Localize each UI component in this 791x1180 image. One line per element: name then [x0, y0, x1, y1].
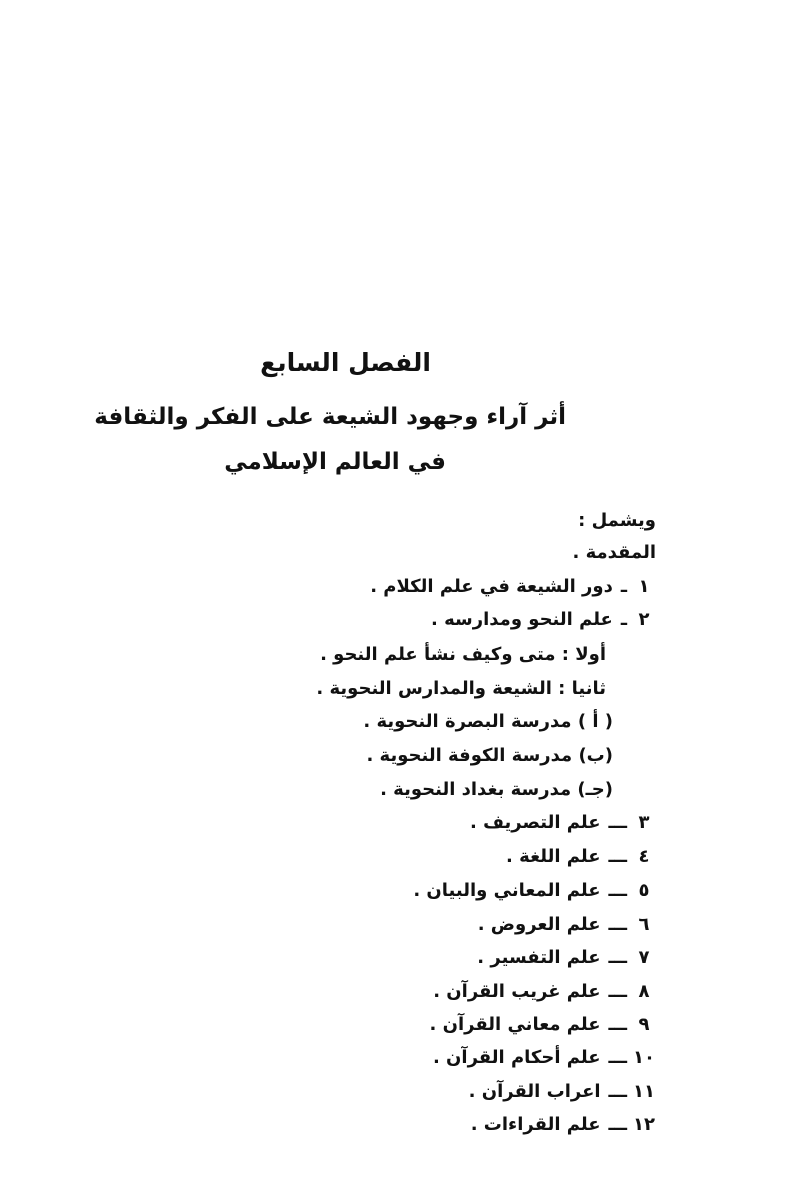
toc-item-separator: ـــ — [608, 1014, 627, 1035]
toc-intro: المقدمة . — [572, 542, 656, 563]
toc-subitem-text: (جـ) مدرسة بغداد النحوية . — [380, 779, 613, 800]
toc-item-number: ٢ — [638, 609, 650, 630]
toc-item-text: علم المعاني والبيان . — [413, 880, 601, 901]
toc-item-number: ٥ — [638, 880, 650, 901]
toc-item-number: ٤ — [638, 846, 650, 867]
toc-item-separator: ـــ — [608, 1047, 627, 1068]
toc-subitem — [320, 640, 606, 670]
toc-item — [506, 842, 661, 872]
toc-item-text: علم أحكام القرآن . — [432, 1047, 601, 1068]
toc-subitem-text: ثانيا : الشيعة والمدارس النحوية . — [316, 678, 606, 699]
toc-item — [469, 1077, 661, 1107]
toc-item — [370, 572, 661, 602]
toc-item-text: علم القراءات . — [470, 1114, 601, 1135]
toc-subitem-text: (ب) مدرسة الكوفة النحوية . — [366, 745, 613, 766]
toc-subitem — [316, 674, 606, 704]
toc-subitem-text: ( أ ) مدرسة البصرة النحوية . — [363, 711, 613, 732]
toc-item — [433, 977, 661, 1007]
toc-item — [413, 876, 661, 906]
toc-subitem-text: أولا : متى وكيف نشأ علم النحو . — [320, 644, 606, 665]
toc-item-text: علم العروض . — [477, 914, 601, 935]
toc-subitem — [363, 707, 613, 737]
toc-item-text: اعراب القرآن . — [468, 1081, 601, 1102]
toc-item — [477, 943, 661, 973]
toc-item — [429, 1010, 661, 1040]
toc-subitem — [380, 775, 613, 805]
toc-item-number: ٨ — [638, 981, 650, 1002]
toc-item-number: ٣ — [638, 812, 650, 833]
toc-item-text: علم غريب القرآن . — [433, 981, 601, 1002]
toc-item — [471, 1110, 661, 1140]
toc-item — [470, 808, 661, 838]
toc-item — [431, 605, 661, 635]
toc-item-separator: ـــ — [608, 981, 627, 1002]
toc-item-text: دور الشيعة في علم الكلام . — [370, 576, 613, 597]
toc-item-separator: ـــ — [608, 812, 627, 833]
toc-item-number: ٩ — [638, 1014, 650, 1035]
toc-item-separator: ـــ — [608, 1081, 627, 1102]
toc-includes-label: ويشمل : — [578, 510, 656, 531]
toc-item-separator: ـــ — [608, 914, 627, 935]
toc-item-separator: ـــ — [608, 1114, 627, 1135]
toc-item-separator: ـــ — [608, 880, 627, 901]
toc-item-separator: ـــ — [608, 846, 627, 867]
toc-item-number: ٦ — [638, 914, 650, 935]
toc-item-number: ١ — [638, 576, 650, 597]
toc-item-text: علم النحو ومدارسه . — [431, 609, 613, 630]
toc-item-number: ١٢ — [633, 1114, 655, 1135]
chapter-subtitle-line-2: في العالم الإسلامي — [224, 449, 446, 475]
toc-item-separator: ـــ — [608, 947, 627, 968]
toc-subitem — [366, 741, 613, 771]
chapter-title: الفصل السابع — [260, 348, 431, 377]
toc-item-separator: ـ — [620, 576, 627, 597]
toc-item-number: ١٠ — [633, 1047, 655, 1068]
toc-item — [478, 910, 661, 940]
toc-item-text: علم التفسير . — [477, 947, 601, 968]
toc-item-text: علم التصريف . — [469, 812, 601, 833]
toc-item-number: ٧ — [638, 947, 650, 968]
toc-item-number: ١١ — [633, 1081, 655, 1102]
chapter-subtitle-line-1: أثر آراء وجهود الشيعة على الفكر والثقافة — [94, 404, 566, 430]
toc-item-text: علم معاني القرآن . — [429, 1014, 601, 1035]
toc-item — [433, 1043, 661, 1073]
toc-item-text: علم اللغة . — [506, 846, 601, 867]
toc-item-separator: ـ — [620, 609, 627, 630]
